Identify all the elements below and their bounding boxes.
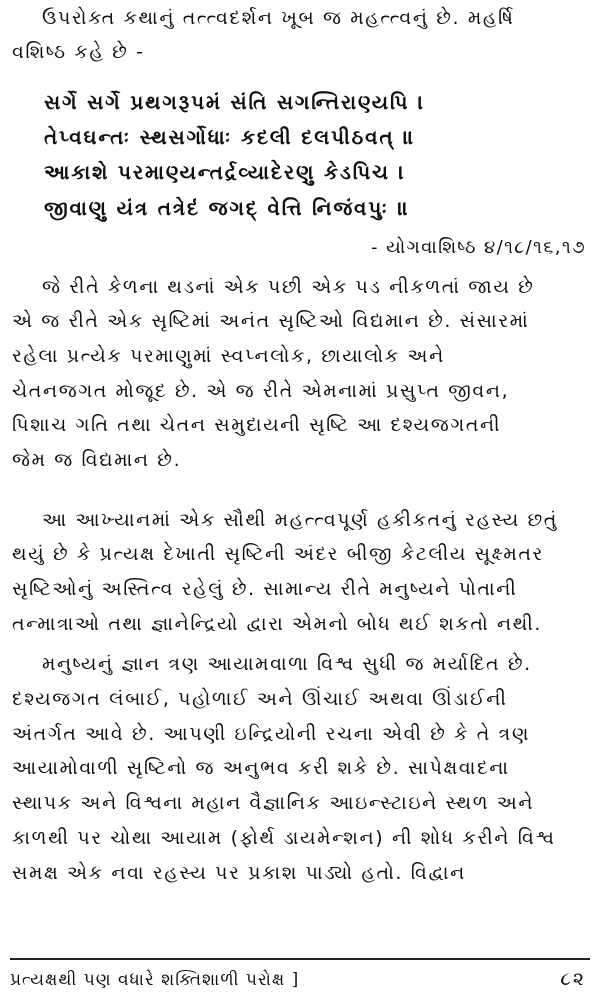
sloka-line: આકાશે પરમાણ્યન્તર્દ્રવ્યાદેરણુ કેડપિચ ।	[44, 160, 406, 184]
text-line: થયું છે કે પ્રત્યક્ષ દેખાતી સૃષ્ટિની અંદર બીજી કેટલીય સૂક્ષ્મતર	[12, 543, 544, 565]
text-line: સૃષ્ટિઓનું અસ્તિત્વ રહેલું છે. સામાન્ય રીતે મનુષ્યને પોતાની	[12, 578, 518, 600]
text-line: પિશાચ ગતિ તથા ચેતન સમુદાયની સૃષ્ટિ આ દશ્યજગતની	[12, 414, 502, 436]
text-line: જેમ જ વિદ્યમાન છે.	[12, 449, 182, 471]
text-line: સમક્ષ એક નવા રહસ્ય પર પ્રકાશ પાડ્યો હતો. વિદ્વાન	[12, 862, 466, 884]
sloka-line: તેપ્વઘન્તઃ સ્થસર્ગોધાઃ કદલી દલપીઠવત્ ॥	[44, 125, 416, 149]
sloka-line: જીવાણુ યંત્ર તત્રેદં જગદ્ વેત્તિ નિજંવપુઃ ॥	[44, 196, 410, 220]
text-line: દશ્યજગત લંબાઈ, પહોળાઈ અને ઊંચાઈ અથવા ઊંડાઈની	[12, 688, 508, 710]
text-line: આયામોવાળી સૃષ્ટિનો જ અનુભવ કરી શકે છે. સાપેક્ષવાદના	[12, 757, 510, 779]
text-line: મનુષ્યનું જ્ઞાન ત્રણ આયામવાળા વિશ્વ સુધી જ મર્યાદિત છે.	[42, 653, 532, 675]
text-line: કાળથી પર ચોથા આયામ (ફોર્થ ડાયમેન્શન) ની શોધ કરીને વિશ્વ	[12, 827, 556, 849]
text-line: વશિષ્ઠ કહે છે -	[12, 41, 145, 63]
text-line: આ આખ્યાનમાં એક સૌથી મહત્ત્વપૂર્ણ હકીકતનું રહસ્ય છતું	[42, 509, 558, 531]
footer-divider	[10, 958, 590, 960]
page-number: ૮૨	[560, 968, 586, 990]
text-line: રહેલા પ્રત્યેક પરમાણુમાં સ્વપ્નલોક, છાયાલોક અને	[12, 345, 445, 367]
text-line: ઉપરોક્ત કથાનું તત્ત્વદર્શન ખૂબ જ મહત્ત્વનું છે. મહર્ષિ	[42, 7, 515, 29]
text-line: ચેતનજગત મોજૂદ છે. એ જ રીતે એમનામાં પ્રસુપ્ત જીવન,	[12, 380, 510, 402]
text-line: અંતર્ગત આવે છે. આપણી ઇન્દ્રિયોની રચના એવી છે કે તે ત્રણ	[12, 723, 530, 745]
text-line: તન્માત્રાઓ તથા જ્ઞાનેન્દ્રિયો દ્વારા એમનો બોધ થઈ શકતો નથી.	[12, 613, 542, 635]
text-line: જે રીતે કેળના થડનાં એક પછી એક પડ નીકળતાં જાય છે	[42, 276, 535, 298]
running-title: પ્રત્યક્ષથી પણ વધારે શક્તિશાળી પરોક્ષ ]	[10, 970, 300, 990]
text-line: એ જ રીતે એક સૃષ્ટિમાં અનંત સૃષ્ટિઓ વિદ્યમાન છે. સંસારમાં	[12, 310, 530, 332]
text-line: સ્થાપક અને વિશ્વના મહાન વૈજ્ઞાનિક આઇન્સ્ટાઇને સ્થળ અને	[12, 792, 535, 814]
sloka-line: સર્ગે સર્ગે પ્રથગરૂપમં સંતિ સગન્તિરાણ્યપિ ।	[44, 90, 426, 114]
sloka-reference: - યોગવાશિષ્ઠ ૪/૧૮/૧૬,૧૭	[370, 237, 586, 258]
